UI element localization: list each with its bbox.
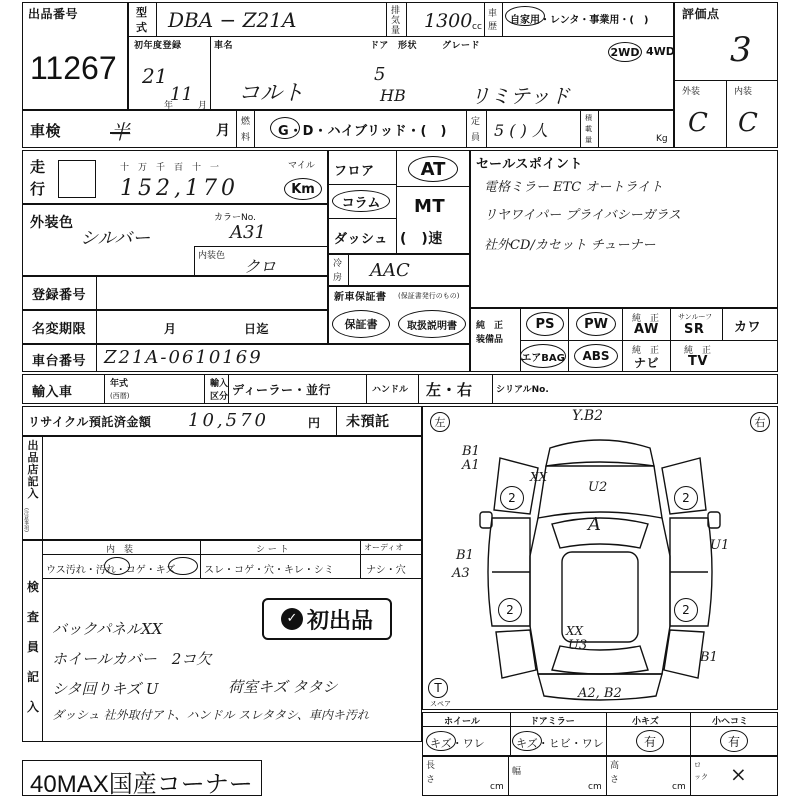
warranty-label: 新車保証書 — [334, 292, 387, 303]
aw-label: AW — [634, 322, 659, 337]
seller-label-char-3: 店 — [27, 463, 39, 476]
color-label: 外装色 — [30, 215, 74, 231]
car-name: コルト — [238, 81, 305, 106]
mileage-unit: Km — [291, 181, 315, 197]
drive-2wd-circle — [608, 42, 642, 62]
month-unit: 月 — [198, 101, 208, 111]
mileage-digit-labels: 十 万 千 百 十 一 — [120, 163, 220, 173]
floor-label: フロア — [334, 164, 375, 179]
lock-value: × — [730, 762, 747, 786]
height-label-1: 高 — [610, 761, 620, 771]
stamp-icon: ✓ — [281, 608, 303, 630]
usage-label-2: 歴 — [488, 22, 498, 32]
seller-label-char-5: 入 — [27, 487, 39, 500]
lock-label-2: ック — [694, 773, 708, 781]
model-label-2: 式 — [136, 21, 148, 34]
small-dent-label: 小ヘコミ — [712, 717, 749, 727]
first-reg-year: 21 — [142, 64, 168, 88]
equipment-label-1: 純 正 — [476, 321, 504, 331]
height-unit: cm — [672, 782, 686, 792]
mark-rear-b1: B1 — [700, 650, 718, 665]
first-reg-label: 初年度登録 — [134, 41, 182, 51]
grade-score-label: 評価点 — [682, 7, 720, 21]
column-circle — [332, 190, 390, 212]
fuel-label-1: 燃 — [241, 117, 251, 127]
shape-label: 形状 — [398, 41, 418, 51]
load-label-2: 載 — [585, 125, 592, 133]
mt-label: MT — [414, 196, 446, 217]
tv-label: TV — [688, 354, 708, 369]
width-label: 幅 — [512, 767, 522, 777]
pw-circle — [576, 312, 616, 336]
small-dent-value: 有 — [727, 734, 740, 749]
tire-fr — [674, 486, 698, 510]
warranty-btn-label: 保証書 — [344, 318, 378, 331]
sr-label: SR — [684, 322, 705, 337]
lot-number: 11267 — [30, 50, 117, 86]
mark-a3: A3 — [452, 566, 470, 581]
first-listing-stamp — [262, 598, 392, 640]
warranty-note: (保証書発行のもの) — [398, 292, 460, 300]
seller-notes-box — [22, 436, 422, 540]
sr-small-label: サンルーフ — [678, 313, 713, 321]
mark-yb2: Y.B2 — [572, 408, 604, 424]
inspector-label-char-3: 員 — [26, 640, 39, 654]
mileage-label-1: 走 — [30, 158, 46, 176]
tire-rr — [674, 598, 698, 622]
wheel-scratch-circle — [426, 731, 456, 751]
equipment-label-2: 装備品 — [476, 335, 504, 345]
interior-mark-circle-1 — [104, 557, 130, 575]
capacity-label-2: 員 — [471, 133, 481, 143]
seller-notes-label — [25, 440, 41, 500]
fuel-options: G・D・ハイブリッド・( ) — [278, 124, 447, 139]
recycle-value: 10,570 — [188, 410, 269, 431]
mark-hood: A — [588, 514, 601, 535]
year-unit: 年 — [164, 101, 174, 111]
mark-b1: B1 — [462, 444, 480, 459]
ac-label-1: 冷 — [333, 259, 343, 269]
displacement-label-1: 排 — [391, 6, 401, 16]
lock-label-1: ロ — [694, 761, 701, 769]
car-name-label: 車名 — [214, 41, 234, 51]
displacement-label-2: 気 — [391, 16, 401, 26]
ps-label: PS — [535, 316, 555, 332]
small-scratch-label: 小キズ — [632, 717, 659, 727]
navi-label: ナビ — [634, 356, 660, 370]
interior-score: C — [738, 108, 758, 138]
import-class-options: ディーラー・並行 — [232, 383, 332, 397]
first-listing-text: 初出品 — [306, 608, 373, 634]
ac-value: AAC — [370, 260, 410, 281]
inspector-label-char-2: 査 — [26, 610, 39, 624]
tv-small-label: 純 正 — [684, 346, 712, 356]
tire-rl-value: 2 — [506, 603, 514, 617]
navi-small-label: 純 正 — [632, 346, 660, 356]
kawa-label: カワ — [734, 320, 762, 335]
pw-label: PW — [584, 316, 608, 332]
displacement-unit: cc — [472, 22, 482, 32]
import-year-label-1: 年式 — [110, 379, 129, 389]
tire-fl-value: 2 — [508, 491, 516, 505]
import-class-label-2: 区分 — [210, 392, 229, 402]
inspector-label-char-5: 入 — [26, 700, 39, 714]
import-year-label-2: (西暦) — [110, 392, 130, 400]
fuel-label-2: 料 — [241, 133, 251, 143]
vin-label: 車台番号 — [32, 354, 87, 369]
color-no: A31 — [230, 222, 266, 243]
seller-label-char-1: 出 — [27, 439, 39, 452]
inspector-note-3: シタ回りキズ U — [52, 680, 159, 698]
ac-label-2: 房 — [333, 273, 343, 283]
name-change-label: 名変期限 — [32, 322, 87, 337]
tire-fr-value: 2 — [682, 491, 690, 505]
interior-color: クロ — [244, 257, 277, 276]
inspector-seat-options: スレ・コゲ・穴・キレ・シミ — [204, 565, 334, 576]
warranty-btn — [332, 310, 390, 338]
inspector-label — [25, 572, 41, 722]
interior-mark-circle-2 — [168, 557, 198, 575]
recycle-unit: 円 — [308, 416, 321, 430]
tire-rl — [498, 598, 522, 622]
tire-fl — [500, 486, 524, 510]
mirror-label: ドアミラー — [530, 717, 575, 727]
shape: HB — [380, 86, 406, 105]
manual-btn-label: 取扱説明書 — [407, 320, 457, 332]
sales-points-box — [470, 150, 778, 308]
color-value: シルバー — [80, 228, 151, 249]
at-circle — [408, 156, 458, 182]
length-label-2: さ — [426, 775, 436, 785]
vin-value: Z21A-0610169 — [104, 347, 263, 368]
dash-label: ダッシュ — [334, 232, 388, 247]
grade-label: グレード — [442, 41, 481, 51]
lot-label: 出品番号 — [28, 7, 79, 21]
inspector-note-4: 荷室キズ タタシ — [228, 678, 338, 696]
length-unit: cm — [490, 782, 504, 792]
model-code: DBA − Z21A — [168, 8, 297, 32]
door-label: ドア — [370, 41, 389, 51]
mileage-unit-circle — [284, 178, 322, 200]
small-dent-circle — [720, 730, 748, 752]
manual-btn — [398, 310, 466, 338]
mileage-value: 152,170 — [120, 176, 239, 201]
usage-label-1: 車 — [488, 9, 498, 19]
grade-score: 3 — [730, 30, 752, 70]
speed-label: ( )速 — [400, 231, 443, 247]
abs-circle — [574, 344, 618, 368]
mark-u3: U3 — [568, 638, 588, 653]
reg-no-label: 登録番号 — [32, 288, 87, 303]
import-class-label-1: 輸入 — [210, 379, 229, 389]
drive-2wd: 2WD — [610, 45, 640, 59]
small-scratch-value: 有 — [643, 734, 656, 749]
name-change-month-unit: 月 — [164, 322, 177, 336]
at-label: AT — [420, 158, 446, 180]
wheel-options: キズ・ワレ — [430, 737, 485, 750]
shaken-month-unit: 月 — [216, 123, 231, 139]
aw-small-label: 純 正 — [632, 314, 660, 324]
small-scratch-circle — [636, 730, 664, 752]
mileage-checkbox — [58, 160, 96, 198]
airbag-label: エアBAG — [521, 352, 565, 364]
spare-label: スペア — [430, 700, 451, 708]
import-label: 輸入車 — [32, 385, 73, 400]
wheel-label: ホイール — [444, 717, 480, 727]
mirror-options: キズ・ヒビ・ワレ — [516, 737, 604, 750]
column-label: コラム — [341, 195, 381, 211]
spare-icon — [428, 678, 448, 698]
inspector-interior-options: ウス汚れ・汚れ・コゲ・キズ — [46, 565, 176, 576]
mileage-label-2: 行 — [30, 180, 46, 198]
width-unit: cm — [588, 782, 602, 792]
spare-letter: T — [434, 681, 442, 695]
shaken-label: 車検 — [30, 122, 62, 140]
abs-label: ABS — [582, 349, 610, 363]
mirror-scratch-circle — [512, 731, 542, 751]
length-label-1: 長 — [426, 761, 436, 771]
footer-corner: 40MAX国産コーナー — [30, 771, 253, 798]
mileage-unit-label: マイル — [288, 161, 315, 171]
name-change-day-unit: 日迄 — [244, 322, 270, 336]
interior-label: 内装 — [734, 87, 753, 97]
inspector-label-char-4: 記 — [26, 670, 39, 684]
inspector-interior-label: 内 装 — [106, 545, 134, 555]
mark-u1: U1 — [710, 538, 730, 553]
height-label-2: さ — [610, 775, 620, 785]
inspector-label-char-1: 検 — [26, 580, 39, 594]
inspector-audio-options: ナシ・穴 — [366, 565, 406, 576]
inspector-note-2: ホイールカバー 2コ欠 — [52, 650, 212, 668]
load-unit: Kg — [656, 134, 668, 144]
handle-label: ハンドル — [372, 385, 409, 395]
capacity-value: 5 ( ) 人 — [494, 121, 548, 140]
doors: 5 — [374, 64, 386, 85]
drive-4wd: 4WD — [646, 45, 675, 58]
exterior-label: 外装 — [682, 87, 701, 97]
color-no-label: カラーNo. — [214, 213, 256, 223]
model-label-1: 型 — [136, 6, 148, 19]
sales-point-line-2: リヤワイパー プライバシーガラス — [484, 208, 681, 223]
load-label-1: 積 — [585, 114, 592, 122]
mark-a2b2: A2, B2 — [578, 686, 622, 701]
diagram-left-label: 左 — [434, 416, 446, 429]
tire-rr-value: 2 — [682, 603, 690, 617]
mark-xx-front: XX — [530, 470, 548, 484]
inspector-seat-label: シ ー ト — [256, 545, 289, 555]
mark-a1: A1 — [462, 458, 480, 473]
sales-point-line-3: 社外CD/カセット チューナー — [484, 238, 656, 253]
inspector-note-1: バックパネルXX — [52, 620, 163, 638]
usage-options: 自家用・レンタ・事業用・( ) — [510, 15, 649, 26]
displacement-label-3: 量 — [391, 26, 401, 36]
recycle-label: リサイクル預託済金額 — [28, 415, 152, 429]
seller-notes-sub: (注意事項) — [23, 508, 29, 532]
mark-xx-rear: XX — [566, 624, 584, 638]
handle-options: 左・右 — [426, 381, 473, 399]
sales-point-line-1: 電格ミラー ETC オートライト — [484, 180, 663, 195]
ps-circle — [526, 312, 564, 336]
diagram-right-label: 右 — [754, 416, 766, 429]
mark-u2: U2 — [588, 480, 608, 495]
serial-label: シリアルNo. — [496, 385, 549, 395]
capacity-label-1: 定 — [471, 117, 481, 127]
displacement-value: 1300 — [424, 10, 473, 32]
load-label-3: 量 — [585, 136, 592, 144]
exterior-score: C — [688, 108, 708, 138]
recycle-status: 未預託 — [346, 414, 390, 430]
sales-points-label: セールスポイント — [476, 157, 583, 172]
seller-label-char-2: 品 — [27, 451, 39, 464]
grade: リミテッド — [470, 84, 570, 108]
inspector-audio-label: オーディオ — [364, 543, 404, 552]
airbag-circle — [520, 344, 566, 368]
shaken-value: 半 — [110, 120, 130, 144]
mark-b1-side: B1 — [456, 548, 474, 563]
first-reg-month: 11 — [170, 84, 193, 105]
inspector-note-5: ダッシュ 社外取付アト、ハンドル スレタタシ、車内キ汚れ — [52, 708, 369, 722]
interior-color-label: 内装色 — [198, 251, 226, 261]
seller-label-char-4: 記 — [27, 475, 39, 488]
